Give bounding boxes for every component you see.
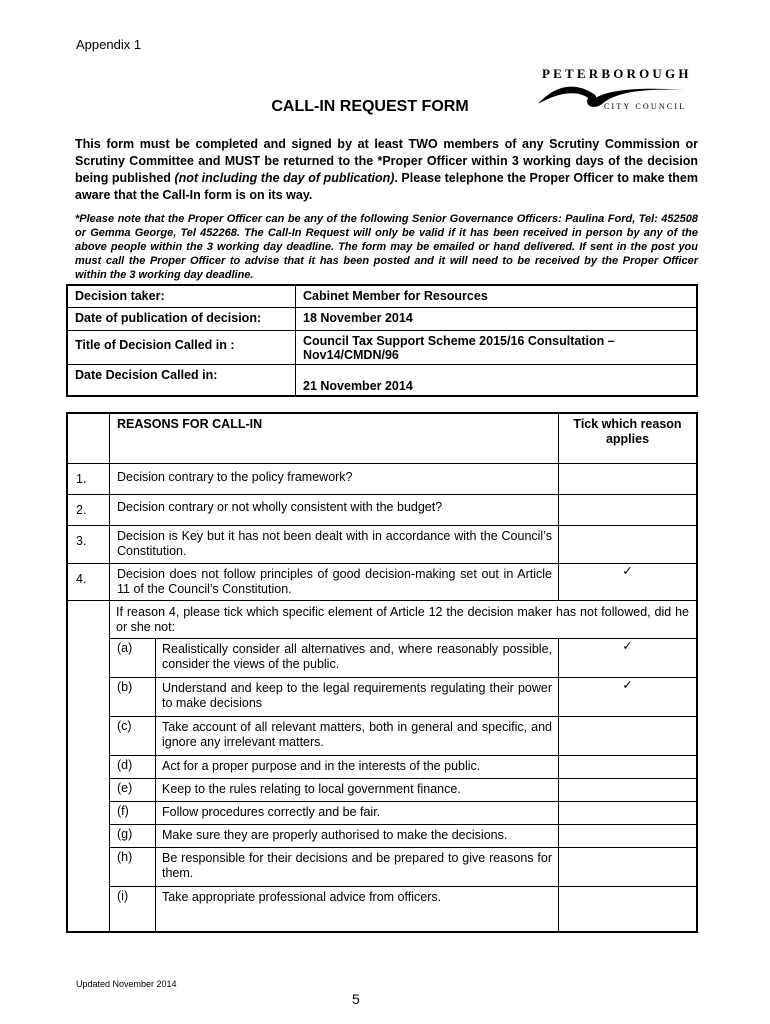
sub-reason-row bbox=[110, 801, 696, 824]
sub-reason-tick-box[interactable]: ✓ bbox=[559, 677, 697, 716]
sub-reason-row bbox=[110, 638, 696, 677]
intro-paragraph bbox=[75, 136, 698, 204]
sub-reason-tick-box[interactable] bbox=[559, 778, 697, 801]
sub-reason-letter: (i) bbox=[110, 886, 156, 931]
decision-title-line-2: Nov14/CMDN/96 bbox=[303, 347, 399, 362]
sub-reason-letter: (a) bbox=[110, 638, 156, 677]
sub-reason-letter: (h) bbox=[110, 847, 156, 886]
sub-reason-tick-box[interactable] bbox=[559, 847, 697, 886]
reason-row bbox=[67, 563, 697, 600]
publication-date-value[interactable]: 18 November 2014 bbox=[296, 307, 698, 330]
footer-updated: Updated November 2014 bbox=[76, 979, 177, 989]
sub-reasons-table bbox=[110, 638, 696, 932]
reason-text: Decision is Key but it has not been dealt with in accordance with the Council’s Constitution. bbox=[110, 525, 559, 563]
sub-reason-text: Act for a proper purpose and in the interests of the public. bbox=[156, 755, 559, 778]
decision-title-label: Title of Decision Called in : bbox=[67, 330, 296, 364]
reasons-header: REASONS FOR CALL-IN bbox=[110, 413, 559, 463]
proper-officer-note: *Please note that the Proper Officer can be any of the following Senior Governance Officers: Paulina Ford, Tel: 452508 or Gemma George, Tel 452268. The Call-In Request will only be valid if it has been received in person by any of the above people within the 3 working day deadline. The form may be emailed or hand delivered. If sent in the post you must call the Proper Officer to advise that it has been posted and it will need to be received by the Proper Officer within the 3 working day deadline. bbox=[75, 213, 698, 281]
decision-title-line-1: Council Tax Support Scheme 2015/16 Consultation – bbox=[303, 333, 615, 348]
sub-reason-letter: (d) bbox=[110, 755, 156, 778]
reason-number: 2. bbox=[67, 494, 110, 525]
called-in-date-value[interactable]: 21 November 2014 bbox=[296, 364, 698, 396]
reason-text: Decision contrary to the policy framework? bbox=[110, 463, 559, 494]
sub-reason-text: Make sure they are properly authorised to make the decisions. bbox=[156, 824, 559, 847]
sub-reason-letter: (g) bbox=[110, 824, 156, 847]
reason-text: Decision contrary or not wholly consistent with the budget? bbox=[110, 494, 559, 525]
reasons-table bbox=[66, 412, 698, 933]
sub-reason-row bbox=[110, 677, 696, 716]
reasons-header-num bbox=[67, 413, 110, 463]
reason-row bbox=[67, 463, 697, 494]
reason-number: 4. bbox=[67, 563, 110, 600]
logo-name: PETERBOROUGH bbox=[542, 66, 692, 81]
sub-reason-tick-box[interactable]: ✓ bbox=[559, 638, 697, 677]
appendix-label: Appendix 1 bbox=[76, 37, 142, 52]
decision-taker-label: Decision taker: bbox=[67, 285, 296, 307]
reason-tick-box[interactable] bbox=[559, 463, 698, 494]
intro-text-1: This form must be completed and signed by at least TWO members of any Scrutiny Commission or Scrutiny Committee and MUST be returned to the *Proper Officer within 3 working days of the decision being published bbox=[75, 137, 698, 185]
sub-reason-text: Follow procedures correctly and be fair. bbox=[156, 801, 559, 824]
intro-text-2: (not including the day of publication) bbox=[174, 171, 395, 185]
sub-reason-row bbox=[110, 755, 696, 778]
tick-header: Tick which reason applies bbox=[559, 413, 698, 463]
publication-date-label: Date of publication of decision: bbox=[67, 307, 296, 330]
reason-row bbox=[67, 494, 697, 525]
form-title: CALL-IN REQUEST FORM bbox=[271, 98, 469, 115]
sub-reason-text: Understand and keep to the legal requirements regulating their power to make decisions bbox=[156, 677, 559, 716]
decision-taker-value[interactable]: Cabinet Member for Resources bbox=[296, 285, 698, 307]
decision-title-value[interactable] bbox=[296, 330, 698, 364]
sub-reason-text: Realistically consider all alternatives and, where reasonably possible, consider the views of the public. bbox=[156, 638, 559, 677]
reason-text: Decision does not follow principles of good decision-making set out in Article 11 of the Council’s Constitution. bbox=[110, 563, 559, 600]
page-number: 5 bbox=[352, 991, 360, 1007]
reason-number: 3. bbox=[67, 525, 110, 563]
sub-reason-tick-box[interactable] bbox=[559, 755, 697, 778]
sub-reason-letter: (e) bbox=[110, 778, 156, 801]
logo-city-council: CITY COUNCIL bbox=[604, 102, 687, 111]
sub-reason-tick-box[interactable] bbox=[559, 716, 697, 755]
sub-reason-letter: (c) bbox=[110, 716, 156, 755]
reason-row bbox=[67, 525, 697, 563]
sub-reason-text: Take appropriate professional advice from officers. bbox=[156, 886, 559, 931]
sub-reason-text: Take account of all relevant matters, both in general and specific, and ignore any irrelevant matters. bbox=[156, 716, 559, 755]
sub-reason-row bbox=[110, 886, 696, 931]
sub-reason-text: Be responsible for their decisions and be prepared to give reasons for them. bbox=[156, 847, 559, 886]
called-in-date-label: Date Decision Called in: bbox=[67, 364, 296, 396]
sub-reasons-num-cell bbox=[67, 600, 110, 932]
sub-reason-row bbox=[110, 824, 696, 847]
sub-reason-row bbox=[110, 716, 696, 755]
sub-reasons-cell bbox=[110, 600, 698, 932]
sub-reason-text: Keep to the rules relating to local government finance. bbox=[156, 778, 559, 801]
sub-reason-letter: (b) bbox=[110, 677, 156, 716]
reason-number: 1. bbox=[67, 463, 110, 494]
reason-tick-box[interactable] bbox=[559, 525, 698, 563]
sub-reason-tick-box[interactable] bbox=[559, 801, 697, 824]
sub-reason-tick-box[interactable] bbox=[559, 886, 697, 931]
reason-tick-box[interactable]: ✓ bbox=[559, 563, 698, 600]
sub-reason-row bbox=[110, 847, 696, 886]
intro-text-3: . Please telephone the Proper Officer to make them aware that the Call-In form is on its way. bbox=[75, 171, 699, 202]
sub-reason-tick-box[interactable] bbox=[559, 824, 697, 847]
reason-tick-box[interactable] bbox=[559, 494, 698, 525]
sub-reason-letter: (f) bbox=[110, 801, 156, 824]
decision-info-table bbox=[66, 284, 698, 397]
sub-reason-row bbox=[110, 778, 696, 801]
sub-reasons-intro: If reason 4, please tick which specific element of Article 12 the decision maker has not followed, did he or she not: bbox=[116, 604, 689, 634]
